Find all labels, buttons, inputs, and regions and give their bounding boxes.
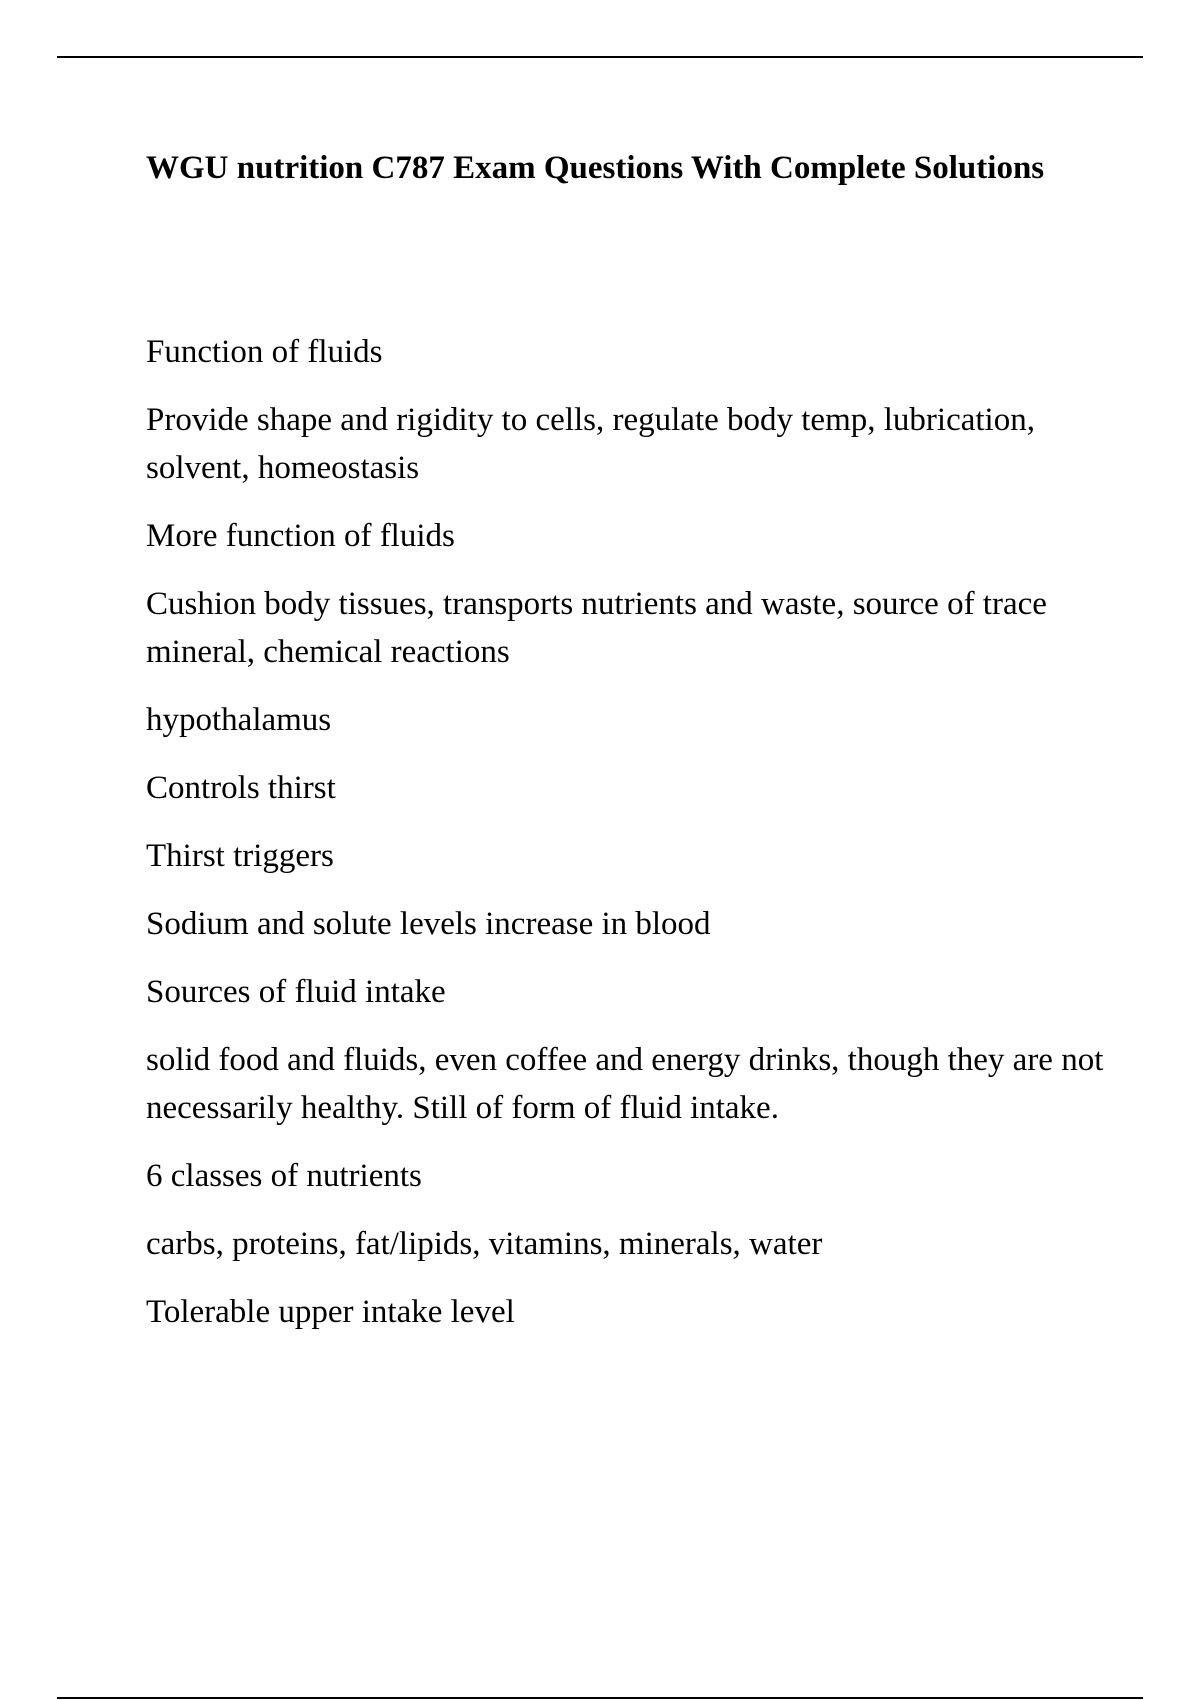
question-more-function-of-fluids: More function of fluids [146,518,455,554]
qa-list [146,328,1106,1356]
answer-thirst-triggers: Sodium and solute levels increase in blood [146,906,711,942]
question-hypothalamus: hypothalamus [146,702,332,738]
question-tolerable-upper-intake: Tolerable upper intake level [146,1294,515,1330]
document-title: WGU nutrition C787 Exam Questions With Complete Solutions [146,150,1045,186]
answer-more-function-of-fluids: Cushion body tissues, transports nutrients and waste, source of trace mineral, chemical reactions [146,586,1047,670]
question-sources-of-fluid-intake: Sources of fluid intake [146,974,446,1010]
answer-hypothalamus: Controls thirst [146,770,336,806]
question-thirst-triggers: Thirst triggers [146,838,334,874]
answer-classes-of-nutrients: carbs, proteins, fat/lipids, vitamins, minerals, water [146,1226,823,1262]
question-function-of-fluids: Function of fluids [146,334,383,370]
header-rule [57,56,1143,58]
footer-rule [57,1697,1143,1699]
answer-function-of-fluids: Provide shape and rigidity to cells, regulate body temp, lubrication, solvent, homeostasis [146,402,1035,486]
question-classes-of-nutrients: 6 classes of nutrients [146,1158,422,1194]
answer-sources-of-fluid-intake: solid food and fluids, even coffee and energy drinks, though they are not necessarily healthy. Still of form of fluid intake. [146,1042,1104,1126]
